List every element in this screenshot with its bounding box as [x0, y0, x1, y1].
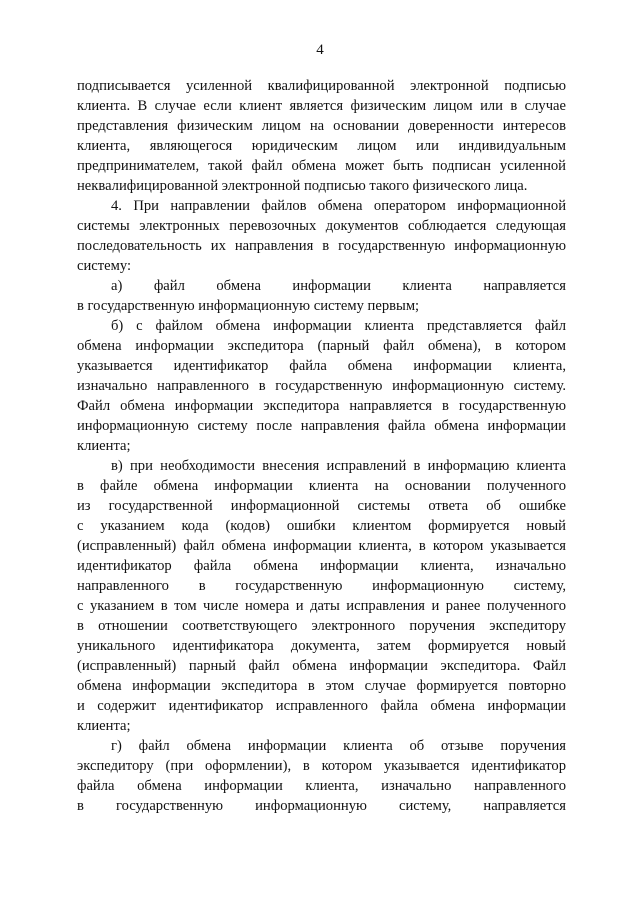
text-line: из государственной информационной системы ответа об ошибке	[77, 498, 566, 514]
text-line: б) с файлом обмена информации клиента представляется файл	[111, 318, 566, 334]
text-line: экспедитору (при оформлении), в котором указывается идентификатор	[77, 758, 566, 774]
text-line: и содержит идентификатор исправленного файла обмена информации	[77, 698, 566, 714]
text-line: клиента, являющегося юридическим лицом или индивидуальным	[77, 138, 566, 154]
text-line: подписывается усиленной квалифицированной электронной подписью	[77, 78, 566, 94]
text-line: с указанием в том числе номера и даты исправления и ранее полученного	[77, 598, 566, 614]
text-line: системы электронных перевозочных документов соблюдается следующая	[77, 218, 566, 234]
text-line: в файле обмена информации клиента на основании полученного	[77, 478, 566, 494]
text-line: представления физическим лицом на основании доверенности интересов	[77, 118, 566, 134]
body-text	[77, 76, 566, 816]
text-line: обмена информации экспедитора в этом случае формируется повторно	[77, 678, 566, 694]
text-line: в) при необходимости внесения исправлений в информацию клиента	[111, 458, 566, 474]
text-line: идентификатор файла обмена информации клиента, изначально	[77, 558, 566, 574]
text-line: неквалифицированной электронной подписью такого физического лица.	[77, 178, 528, 194]
text-line: 4. При направлении файлов обмена оператором информационной	[111, 198, 566, 214]
text-line: систему:	[77, 258, 132, 274]
text-line: указывается идентификатор файла обмена информации клиента,	[77, 358, 566, 374]
text-line: клиента;	[77, 718, 131, 734]
text-line: (исправленный) файл обмена информации клиента, в котором указывается	[77, 538, 566, 554]
text-line: обмена информации экспедитора (парный файл обмена), в котором	[77, 338, 566, 354]
text-line: клиента. В случае если клиент является физическим лицом или в случае	[77, 98, 566, 114]
text-line: Файл обмена информации экспедитора направляется в государственную	[77, 398, 566, 414]
text-line: предпринимателем, такой файл обмена может быть подписан усиленной	[77, 158, 566, 174]
text-line: с указанием кода (кодов) ошибки клиентом формируется новый	[77, 518, 566, 534]
text-line: файла обмена информации клиента, изначально направленного	[77, 778, 566, 794]
text-line: (исправленный) парный файл обмена информации экспедитора. Файл	[77, 658, 566, 674]
text-line: в отношении соответствующего электронного поручения экспедитору	[77, 618, 566, 634]
text-line: а) файл обмена информации клиента направляется	[111, 278, 566, 294]
text-line: г) файл обмена информации клиента об отзыве поручения	[111, 738, 566, 754]
text-line: в государственную информационную систему первым;	[77, 298, 420, 314]
text-line: уникального идентификатора документа, затем формируется новый	[77, 638, 566, 654]
text-line: направленного в государственную информационную систему,	[77, 578, 566, 594]
text-line: клиента;	[77, 438, 131, 454]
text-line: в государственную информационную систему, направляется	[77, 798, 566, 814]
text-line: последовательность их направления в государственную информационную	[77, 238, 566, 254]
text-line: информационную систему после направления файла обмена информации	[77, 418, 566, 434]
page-number: 4	[316, 42, 324, 58]
text-line: изначально направленного в государственную информационную систему.	[77, 378, 566, 394]
